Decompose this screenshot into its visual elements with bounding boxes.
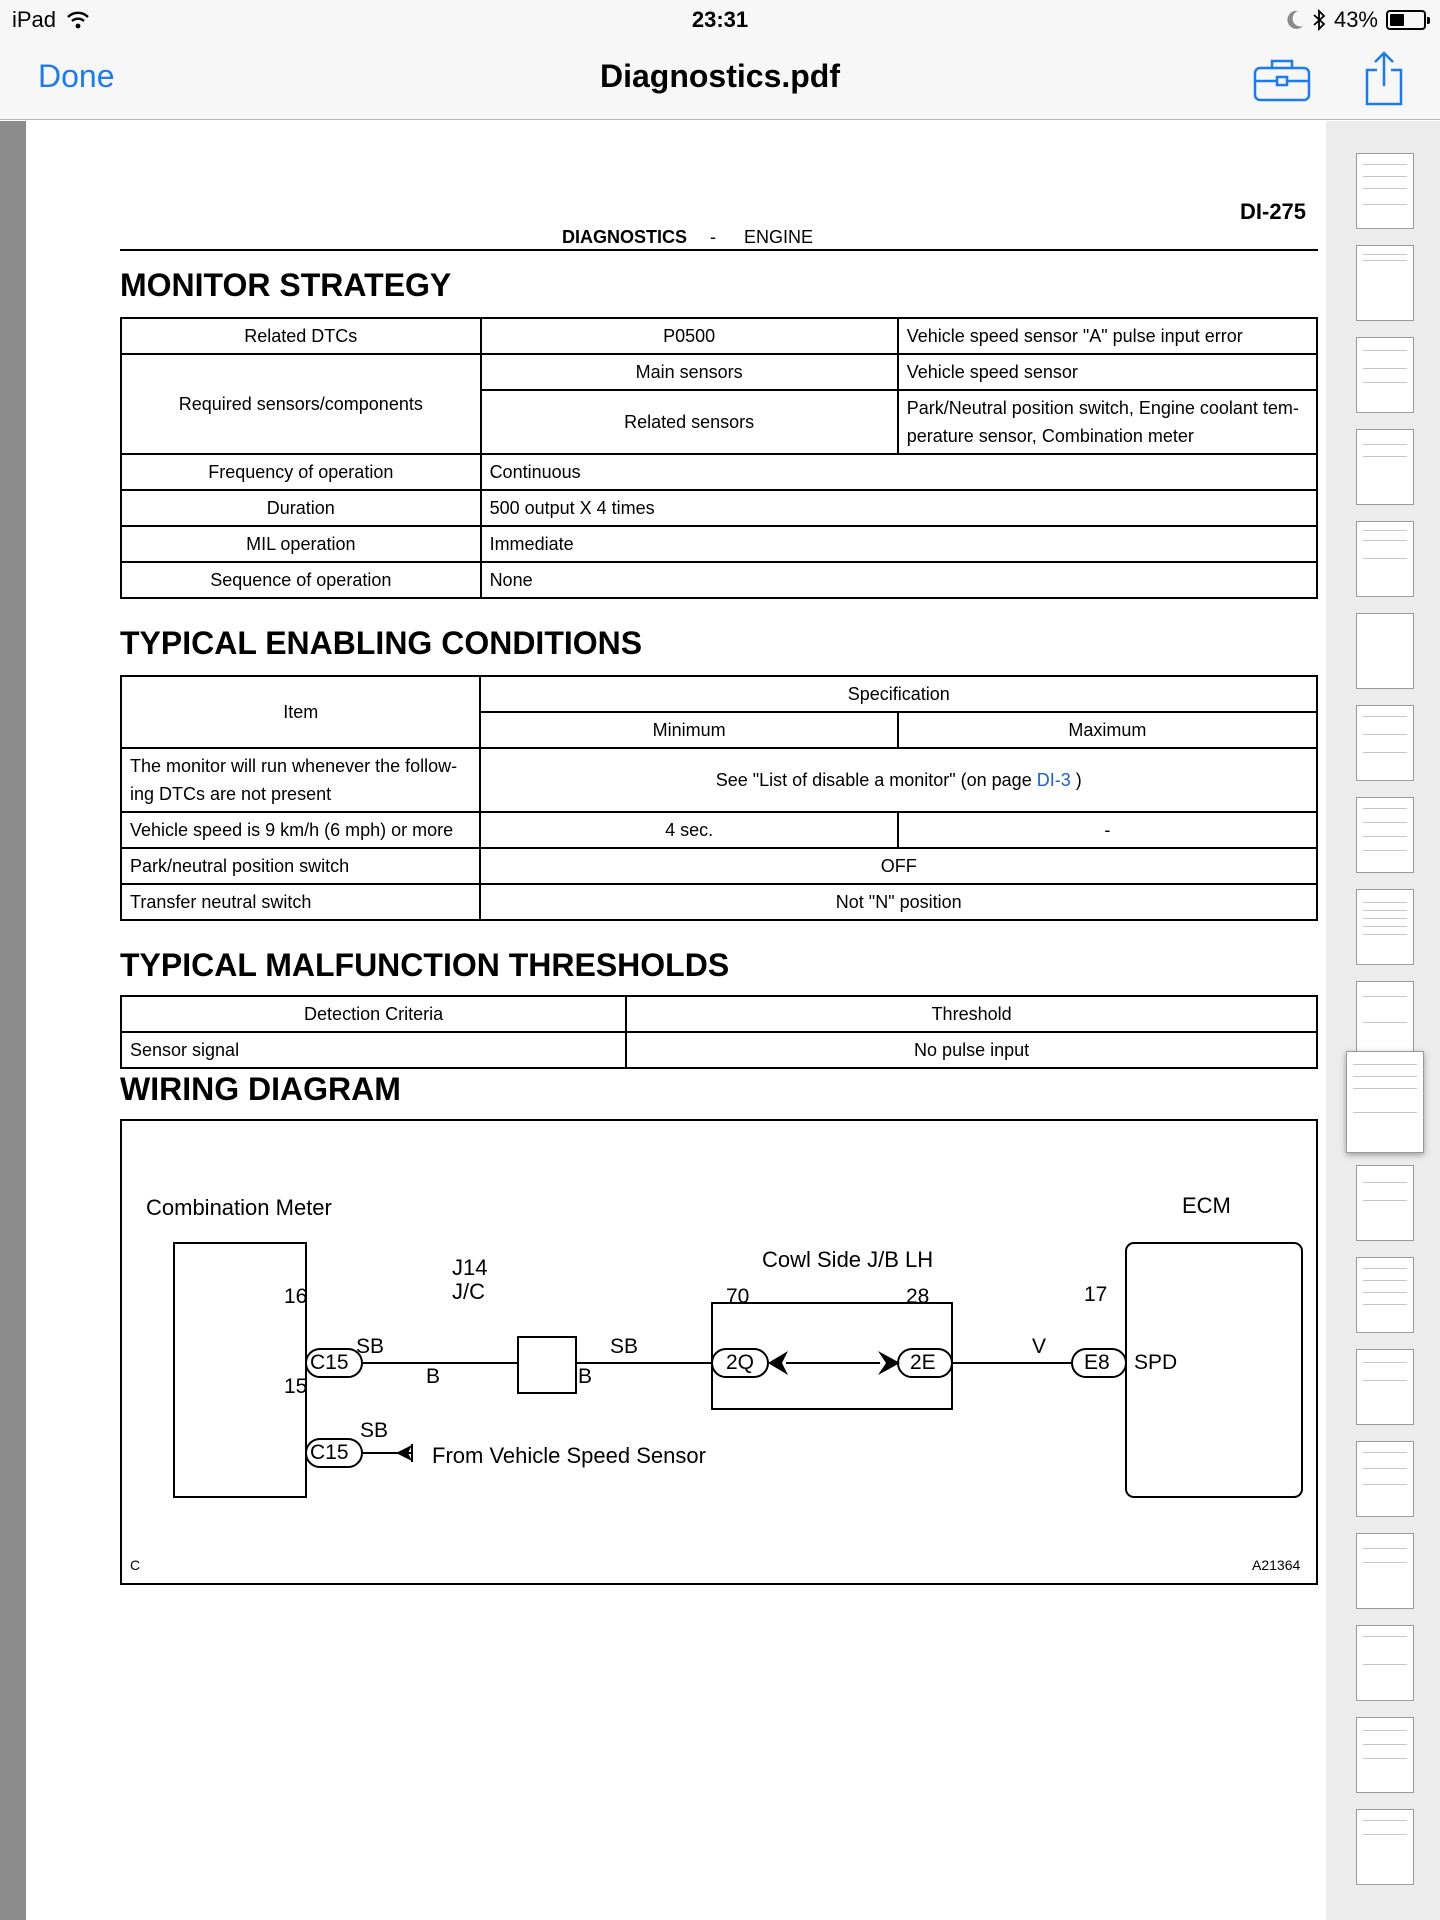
battery-fill: [1390, 14, 1404, 26]
connector-label: 2Q: [726, 1351, 755, 1374]
monitor-strategy-title: MONITOR STRATEGY: [120, 267, 452, 303]
page-thumbnail[interactable]: [1356, 245, 1414, 321]
page-thumbnail[interactable]: [1356, 153, 1414, 229]
bluetooth-icon: [1312, 9, 1326, 31]
table-row: [121, 526, 1317, 562]
page-thumbnail[interactable]: [1356, 1257, 1414, 1333]
pdf-page[interactable]: [26, 121, 1326, 1920]
header-subsection: ENGINE: [744, 227, 814, 247]
cell-text: ): [1070, 769, 1082, 790]
pin-number: 16: [284, 1285, 308, 1308]
table-cell: Frequency of operation: [121, 454, 481, 490]
cell-text: See "List of disable a monitor" (on page: [715, 769, 1037, 790]
connector-label: E8: [1084, 1351, 1110, 1374]
table-cell: MIL operation: [121, 526, 481, 562]
table-row: [121, 848, 1317, 884]
share-icon[interactable]: [1364, 50, 1404, 106]
table-cell: [480, 748, 1317, 812]
header-section: DIAGNOSTICS: [562, 227, 688, 247]
connector-arrow-right: [878, 1351, 900, 1375]
left-gutter: [0, 121, 26, 1920]
table-cell: OFF: [480, 848, 1317, 884]
table-row: [121, 354, 1317, 390]
page-thumbnail[interactable]: [1356, 889, 1414, 965]
toolbox-icon[interactable]: [1252, 54, 1312, 104]
table-cell: Not "N" position: [480, 884, 1317, 920]
page-thumbnail[interactable]: [1356, 1717, 1414, 1793]
table-row: [121, 562, 1317, 598]
table-row: [121, 748, 1317, 812]
status-bar: [0, 0, 1440, 40]
table-cell: Continuous: [481, 454, 1317, 490]
clock: 23:31: [691, 7, 749, 32]
table-row: [121, 490, 1317, 526]
page-thumbnail[interactable]: [1356, 429, 1414, 505]
device-name: iPad: [12, 7, 57, 32]
page-thumbnail[interactable]: [1356, 521, 1414, 597]
page-thumbnail[interactable]: [1356, 981, 1414, 1057]
wiring-diagram-title: WIRING DIAGRAM: [120, 1071, 401, 1107]
battery-icon: [1386, 10, 1426, 30]
enabling-conditions-title: TYPICAL ENABLING CONDITIONS: [120, 625, 643, 661]
input-source-label: From Vehicle Speed Sensor: [432, 1443, 706, 1468]
table-cell: [121, 748, 480, 812]
moon-icon: [1286, 10, 1304, 30]
table-row: [121, 812, 1317, 848]
table-cell: Park/neutral position switch: [121, 848, 480, 884]
connector-label: 2E: [910, 1351, 936, 1374]
page-thumbnail[interactable]: [1356, 1165, 1414, 1241]
table-cell: Threshold: [626, 996, 1317, 1032]
ecm-label: ECM: [1182, 1193, 1231, 1218]
table-cell: P0500: [481, 318, 898, 354]
battery-percent: 43%: [1333, 7, 1378, 32]
wiring-diagram: [120, 1119, 1318, 1585]
ecm-terminal-label: SPD: [1134, 1351, 1178, 1374]
table-cell: Sensor signal: [121, 1032, 626, 1068]
table-cell: Required sensors/components: [121, 354, 481, 454]
table-cell: Minimum: [480, 712, 897, 748]
page-thumbnail[interactable]: [1356, 705, 1414, 781]
table-cell: Duration: [121, 490, 481, 526]
table-cell: Item: [121, 676, 480, 748]
header-rule: [120, 249, 1318, 251]
wire-color-label: SB: [360, 1419, 389, 1442]
page-thumbnail[interactable]: [1356, 613, 1414, 689]
connector-label: C15: [310, 1441, 349, 1464]
table-row: [121, 884, 1317, 920]
table-cell: -: [898, 812, 1317, 848]
corner-mark: C: [130, 1557, 141, 1573]
enabling-conditions-table: [120, 675, 1318, 921]
table-cell: 500 output X 4 times: [481, 490, 1317, 526]
cell-line: Park/Neutral position switch, Engine coolant tem-: [906, 398, 1299, 418]
table-row: [121, 996, 1317, 1032]
table-cell: Sequence of operation: [121, 562, 481, 598]
page-link-di3[interactable]: DI-3: [1036, 769, 1071, 790]
cowl-side-jb-label: Cowl Side J/B LH: [762, 1247, 934, 1272]
connector-label: C15: [310, 1351, 349, 1374]
table-cell: Vehicle speed sensor "A" pulse input error: [898, 318, 1317, 354]
table-cell: Related sensors: [481, 390, 898, 454]
table-cell: No pulse input: [626, 1032, 1317, 1068]
table-cell: Vehicle speed sensor: [898, 354, 1317, 390]
wire-color-label: B: [426, 1365, 441, 1388]
cell-line: perature sensor, Combination meter: [906, 426, 1194, 446]
table-row: [121, 318, 1317, 354]
page-thumbnail-current[interactable]: [1346, 1051, 1424, 1153]
table-cell: Detection Criteria: [121, 996, 626, 1032]
table-cell: Immediate: [481, 526, 1317, 562]
page-thumbnail[interactable]: [1356, 1533, 1414, 1609]
page-number: DI-275: [1240, 199, 1307, 224]
table-cell: Main sensors: [481, 354, 898, 390]
table-row: [121, 676, 1317, 712]
thumbnail-rail[interactable]: [1326, 121, 1440, 1920]
table-cell: [898, 390, 1317, 454]
nav-bar: [0, 40, 1440, 120]
malfunction-thresholds-table: [120, 995, 1318, 1069]
page-thumbnail[interactable]: [1356, 797, 1414, 873]
document-title: Diagnostics.pdf: [599, 58, 840, 94]
table-cell: Vehicle speed is 9 km/h (6 mph) or more: [121, 812, 480, 848]
wire-color-label: V: [1032, 1335, 1047, 1358]
junction-label: J14: [452, 1255, 488, 1280]
header-separator: -: [710, 227, 716, 247]
malfunction-thresholds-title: TYPICAL MALFUNCTION THRESHOLDS: [120, 947, 730, 983]
connector-arrow-left: [768, 1351, 788, 1375]
wire-color-label: B: [578, 1365, 593, 1388]
table-cell: Related DTCs: [121, 318, 481, 354]
combination-meter-box: [174, 1243, 306, 1497]
done-button[interactable]: Done: [38, 58, 115, 94]
table-cell: 4 sec.: [480, 812, 897, 848]
table-cell: Specification: [480, 676, 1317, 712]
page-thumbnail[interactable]: [1356, 337, 1414, 413]
monitor-strategy-table: [120, 317, 1318, 599]
pin-number: 17: [1084, 1283, 1108, 1306]
junction-connector-box: [518, 1337, 576, 1393]
cell-line: The monitor will run whenever the follow-: [130, 756, 458, 776]
wire-color-label: SB: [356, 1335, 385, 1358]
combination-meter-label: Combination Meter: [146, 1195, 332, 1220]
cell-line: ing DTCs are not present: [130, 784, 332, 804]
page-thumbnail[interactable]: [1356, 1349, 1414, 1425]
table-cell: Maximum: [898, 712, 1317, 748]
page-thumbnail[interactable]: [1356, 1809, 1414, 1885]
wire-color-label: SB: [610, 1335, 639, 1358]
page-thumbnail[interactable]: [1356, 1441, 1414, 1517]
junction-type-label: J/C: [452, 1279, 485, 1304]
pin-number: 15: [284, 1375, 308, 1398]
table-cell: Transfer neutral switch: [121, 884, 480, 920]
page-thumbnail[interactable]: [1356, 1625, 1414, 1701]
table-cell: None: [481, 562, 1317, 598]
table-row: [121, 1032, 1317, 1068]
figure-id: A21364: [1252, 1557, 1301, 1573]
pin-number: 70: [726, 1285, 750, 1308]
pin-number: 28: [906, 1285, 930, 1308]
table-row: [121, 454, 1317, 490]
